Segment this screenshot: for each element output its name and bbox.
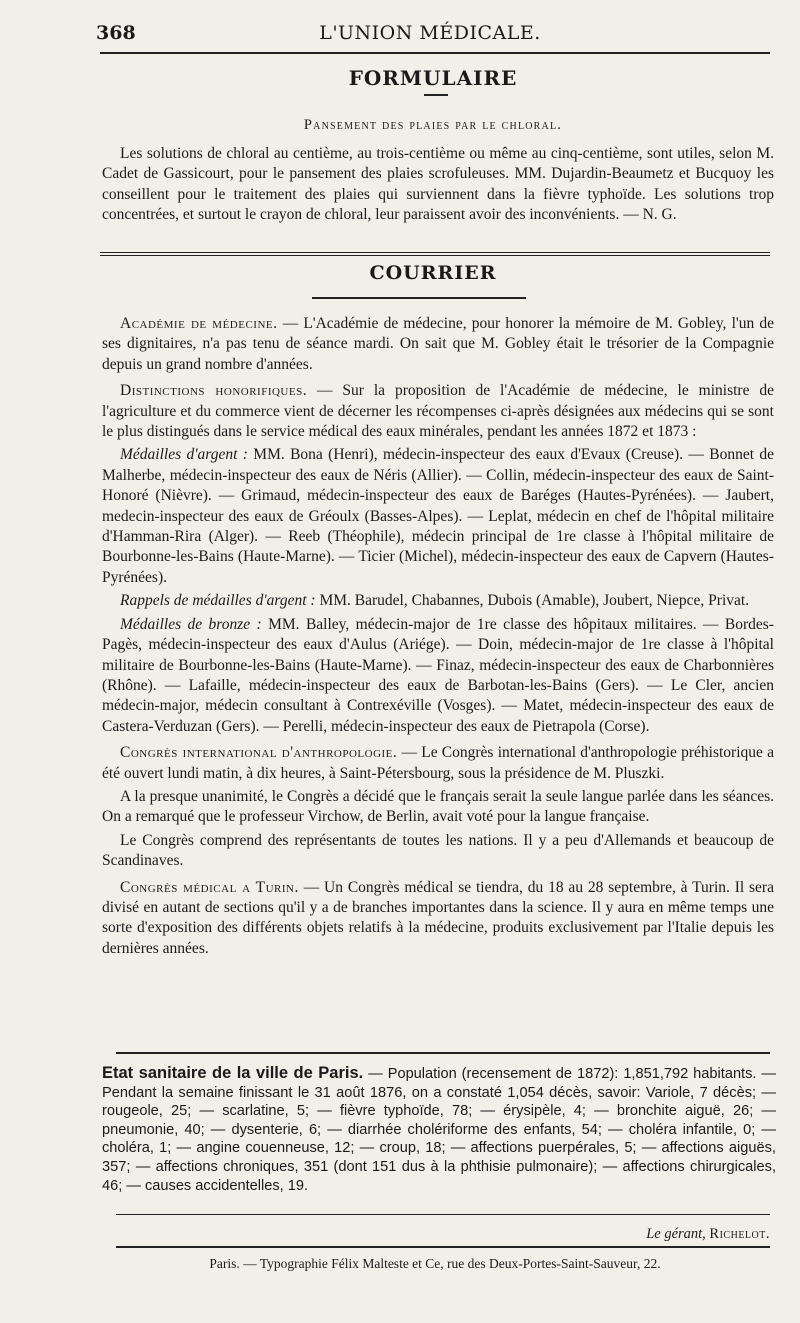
courrier-title: COURRIER (369, 262, 497, 284)
formulaire-body (102, 144, 774, 229)
courrier-rule (312, 297, 526, 299)
news-item-anthropologie: Congrès international d'anthropologie. — Le Congrès international d'anthropologie préhistorique a été ouvert lundi matin, à dix heures, à Saint-Pétersbourg, sous la présidence de M. Pluszki. (102, 744, 774, 782)
news-item-rappels: Rappels de médailles d'argent : MM. Barudel, Chabannes, Dubois (Amable), Joubert, Niepce, Privat. (120, 592, 750, 610)
footer-rule (116, 1246, 770, 1248)
printer-footer: Paris. — Typographie Félix Malteste et Ce, rue des Deux-Portes-Saint-Sauveur, 22. (209, 1256, 661, 1271)
news-item-turin: Congrès médical a Turin. — Un Congrès médical se tiendra, du 18 au 28 septembre, à Turin. Il sera divisé en autant de sections qu'il y a de branches importantes dans la science. Il y aura en même temps une sorte d'exposition des différents objets relatifs à la médecine, produits exclusivement par l'Italie depuis les dernières années. (102, 878, 774, 957)
formulaire-subtitle: Pansement des plaies par le chloral. (303, 117, 563, 133)
gerant-line: Le gérant, Richelot. (646, 1226, 770, 1242)
news-item-medailles-bronze: Médailles de bronze : MM. Balley, médecin-major de 1re classe des hôpitaux militaires. — Bordes-Pagès, médecin-inspecteur des eaux d'Aulus (Ariége). — Doin, médecin-major de 1re classe à l'hôpital militaire de Bourbonne-les-Bains (Haute-Marne). — Finaz, médecin-inspecteur des eaux de Charbonnières (Rhône). — Lafaille, médecin-inspecteur des eaux de Barbotan-les-Bains (Gers). — Le Cler, ancien médecin-major, médecin consultant à Contrexéville (Vosges). — Matet, médecin-inspecteur des eaux de Castera-Verduzan (Gers). — Perelli, médecin-inspecteur des eaux de Pietrapola (Corse). (102, 615, 774, 735)
header-rule (100, 52, 770, 54)
formulaire-title: FORMULAIRE (348, 66, 518, 90)
section-rule (100, 252, 770, 256)
etat-top-rule (116, 1052, 770, 1054)
page-number: 368 (96, 22, 136, 44)
news-item-representants: Le Congrès comprend des représentants de toutes les nations. Il y a peu d'Allemands et beaucoup de Scandinaves. (102, 831, 774, 870)
news-item-langue: A la presque unanimité, le Congrès a décidé que le français serait la seule langue parlée dans les séances. On a remarqué que le professeur Virchow, de Berlin, avait voté pour la langue française. (102, 787, 774, 826)
title-dash (424, 94, 448, 96)
courrier-body (102, 314, 774, 962)
formulaire-paragraph: Les solutions de chloral au centième, au trois-centième ou même au cinq-centième, sont utiles, selon M. Cadet de Gassicourt, pour le pansement des plaies scrofuleuses. MM. Dujardin-Beaumetz et Bucquoy les conseillent pour le traitement des plaies qui surviennent dans la fièvre typhoïde. Les solutions trop concentrées, et surtout le crayon de chloral, leur paraissent avoir des inconvénients. — N. G. (102, 145, 774, 224)
etat-sanitaire (102, 1064, 776, 1195)
journal-title: L'UNION MÉDICALE. (319, 22, 541, 44)
etat-text: — Population (recensement de 1872): 1,851,792 habitants. — Pendant la semaine finissant le 31 août 1876, on a constaté 1,054 décès, savoir: Variole, 7 décès; — rougeole, 25; — scarlatine, 5; — fièvre typhoïde, 78; — érysipèle, 4; — bronchite aiguë, 26; — pneumonie, 40; — dysenterie, 6; — diarrhée cholériforme des enfants, 54; — choléra infantile, 0; — choléra, 1; — angine couenneuse, 12; — croup, 18; — affections puerpérales, 5; — affections aiguës, 357; — affections chroniques, 351 (dont 151 dus à la phthisie pulmonaire); — affections chirurgicales, 46; — causes accidentelles, 19. (102, 1066, 777, 1194)
etat-bottom-rule (116, 1214, 770, 1215)
news-item-distinctions: Distinctions honorifiques. — Sur la proposition de l'Académie de médecine, le ministre de l'agriculture et du commerce vient de décerner les récompenses ci-après désignées aux médecins qui se sont le plus distingués dans le service médical des eaux minérales, pendant les années 1872 et 1873 : (102, 382, 774, 441)
etat-lead: Etat sanitaire de la ville de Paris. (102, 1064, 364, 1082)
page-header (96, 22, 764, 48)
news-item-academie: Académie de médecine. — L'Académie de médecine, pour honorer la mémoire de M. Gobley, l'un de ses dignitaires, n'a pas tenu de séance mardi. On sait que M. Gobley était le trésorier de la Compagnie depuis un grand nombre d'années. (102, 315, 774, 373)
news-item-medailles-argent: Médailles d'argent : MM. Bona (Henri), médecin-inspecteur des eaux d'Evaux (Creuse). — Bonnet de Malherbe, médecin-inspecteur des eaux de Néris (Allier). — Collin, médecin-inspecteur des eaux de Saint-Honoré (Nièvre). — Grimaud, médecin-inspecteur des eaux de Baréges (Hautes-Pyrénées). — Jaubert, medecin-inspecteur des eaux de Gréoulx (Basses-Alpes). — Leplat, médecin en chef de l'hôpital militaire d'Hamman-Rira (Alger). — Reeb (Théophile), médecin principal de 1re classe à l'hôpital militaire de Bourbonne-les-Bains (Haute-Marne). — Ticier (Michel), médecin-inspecteur des eaux de Capvern (Hautes-Pyrénées). (102, 446, 774, 586)
